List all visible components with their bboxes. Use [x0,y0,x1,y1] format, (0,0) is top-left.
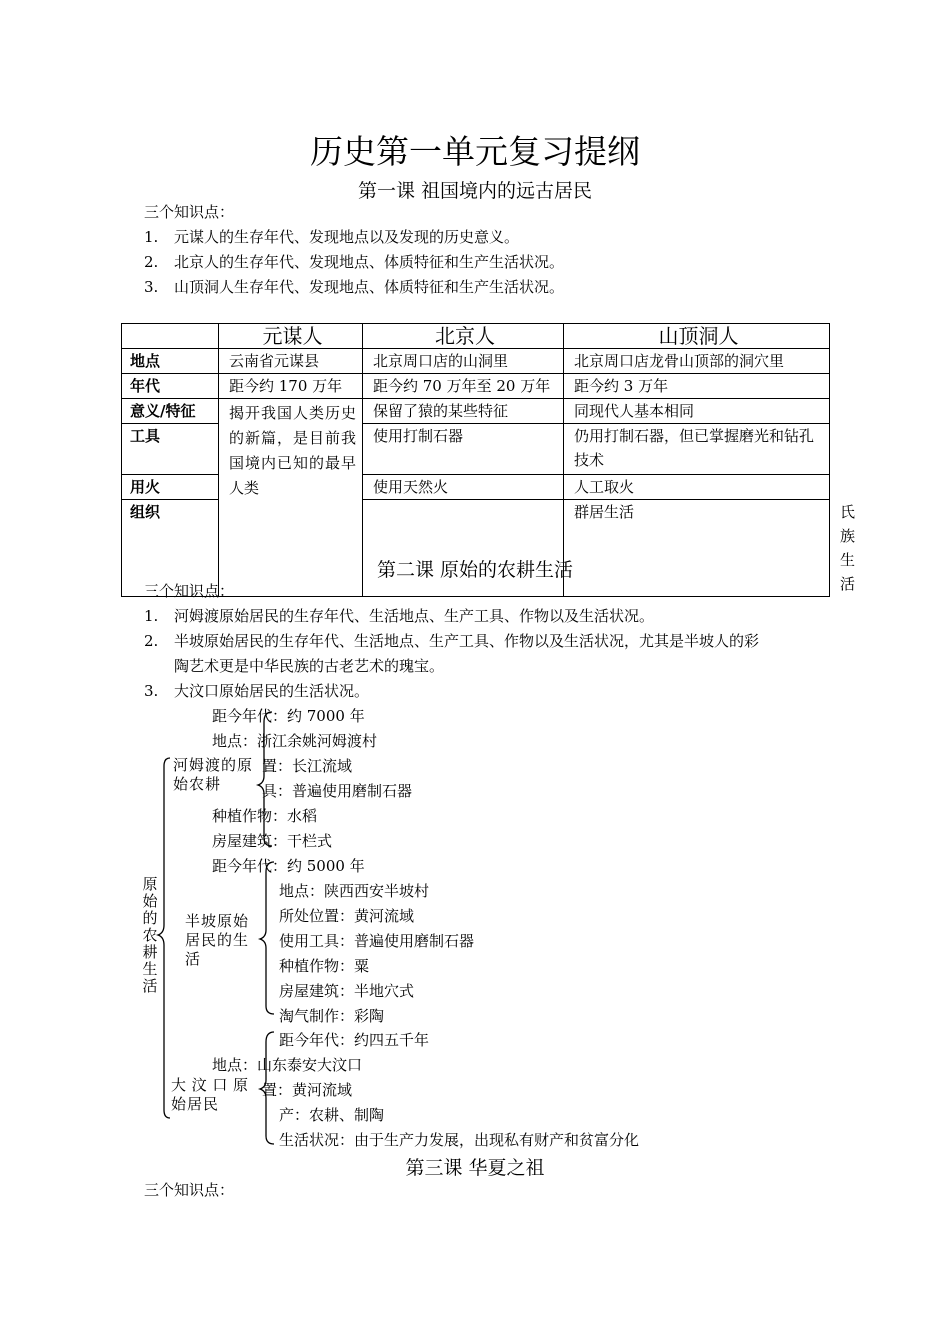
dawenkou-item: 生活状况：由于生产力发展，出现私有财产和贫富分化 [279,1131,640,1149]
lesson1-point: 2. 北京人的生存年代、发现地点、体质特征和生产生活状况。 [144,253,565,271]
hemudu-item: 距今年代：约 7000 年 [212,707,365,725]
row-label: 年代 [122,374,219,399]
row-label: 用火 [122,475,219,500]
dawenkou-label: 大汶口原始居民 [171,1076,249,1113]
banpo-item: 距今年代：约 5000 年 [212,857,365,875]
lesson1-intro: 三个知识点： [144,203,235,221]
table-cell: 使用打制石器 [363,424,564,475]
banpo-item: 使用工具：普遍使用磨制石器 [279,932,475,950]
lesson2-point-continuation: 陶艺术更是中华民族的古老艺术的瑰宝。 [174,657,445,675]
lesson3-heading: 第三课 华夏之祖 [405,1157,545,1179]
table-cell: 使用天然火 [363,475,564,500]
table-cell: 保留了猿的某些特征 [363,399,564,424]
banpo-item: 淘气制作：彩陶 [279,1007,385,1025]
table-cell: 群居生活 [564,500,830,597]
hemudu-item: 房屋建筑：干栏式 [212,832,333,850]
row-label: 组织 [122,500,219,597]
row-label: 工具 [122,424,219,475]
banpo-item: 种植作物：粟 [279,957,370,975]
table-cell: 距今约 3 万年 [564,374,830,399]
table-cell: 同现代人基本相同 [564,399,830,424]
lesson2-point: 1. 河姆渡原始居民的生存年代、生活地点、生产工具、作物以及生活状况。 [144,607,655,625]
lesson1-point: 1. 元谋人的生存年代、发现地点以及发现的历史意义。 [144,228,520,246]
table-header: 元谋人 [219,324,363,349]
table-cell: 云南省元谋县 [219,349,363,374]
page-title: 历史第一单元复习提纲 [310,132,640,171]
lesson3-intro: 三个知识点： [144,1181,235,1199]
banpo-item: 房屋建筑：半地穴式 [279,982,415,1000]
lesson2-intro: 三个知识点： [144,582,235,600]
hemudu-item: 地点：浙江余姚河姆渡村 [212,732,378,750]
table-cell: 距今约 170 万年 [219,374,363,399]
hemudu-label: 河姆渡的原始农耕 [173,756,254,793]
table-cell: 距今约 70 万年至 20 万年 [363,374,564,399]
dawenkou-item: 距今年代：约四五千年 [279,1031,430,1049]
banpo-label: 半坡原始居民的生活 [185,912,250,968]
table-cell: 仍用打制石器，但已掌握磨光和钻孔技术 [564,424,830,475]
row-label: 意义/特征 [122,399,219,424]
dawenkou-item: 地点：山东泰安大汶口 [212,1056,363,1074]
table-cell: 北京周口店龙骨山顶部的洞穴里 [564,349,830,374]
hemudu-item: 具：普遍使用磨制石器 [262,782,413,800]
lesson1-heading: 第一课 祖国境内的远古居民 [357,180,593,202]
table-cell: 北京周口店的山洞里 [363,349,564,374]
dawenkou-item: 产：农耕、制陶 [279,1106,385,1124]
lesson2-heading: 第二课 原始的农耕生活 [376,559,574,581]
yuanmou-significance-cell: 揭开我国人类历史的新篇，是目前我国境内已知的最早人类 [219,399,363,597]
hemudu-item: 置：长江流域 [262,757,353,775]
table-header: 山顶洞人 [564,324,830,349]
dawenkou-item: 置：黄河流域 [262,1081,353,1099]
lesson2-point: 2. 半坡原始居民的生存年代、生活地点、生产工具、作物以及生活状况，尤其是半坡人的彩 [144,632,760,650]
banpo-brace [260,862,274,1014]
table-cell: 人工取火 [564,475,830,500]
lesson2-point: 3. 大汶口原始居民的生活状况。 [144,682,370,700]
banpo-item: 地点：陕西西安半坡村 [279,882,430,900]
lesson1-point: 3. 山顶洞人生存年代、发现地点、体质特征和生产生活状况。 [144,278,565,296]
root-brace [158,758,170,1118]
table-header: 北京人 [363,324,564,349]
table-row: 组织 群居生活 氏族生活 [122,500,830,597]
row-label: 地点 [122,349,219,374]
banpo-item: 所处位置：黄河流域 [279,907,415,925]
root-label: 原始的农耕生活 [142,875,158,995]
hemudu-item: 种植作物：水稻 [212,807,318,825]
